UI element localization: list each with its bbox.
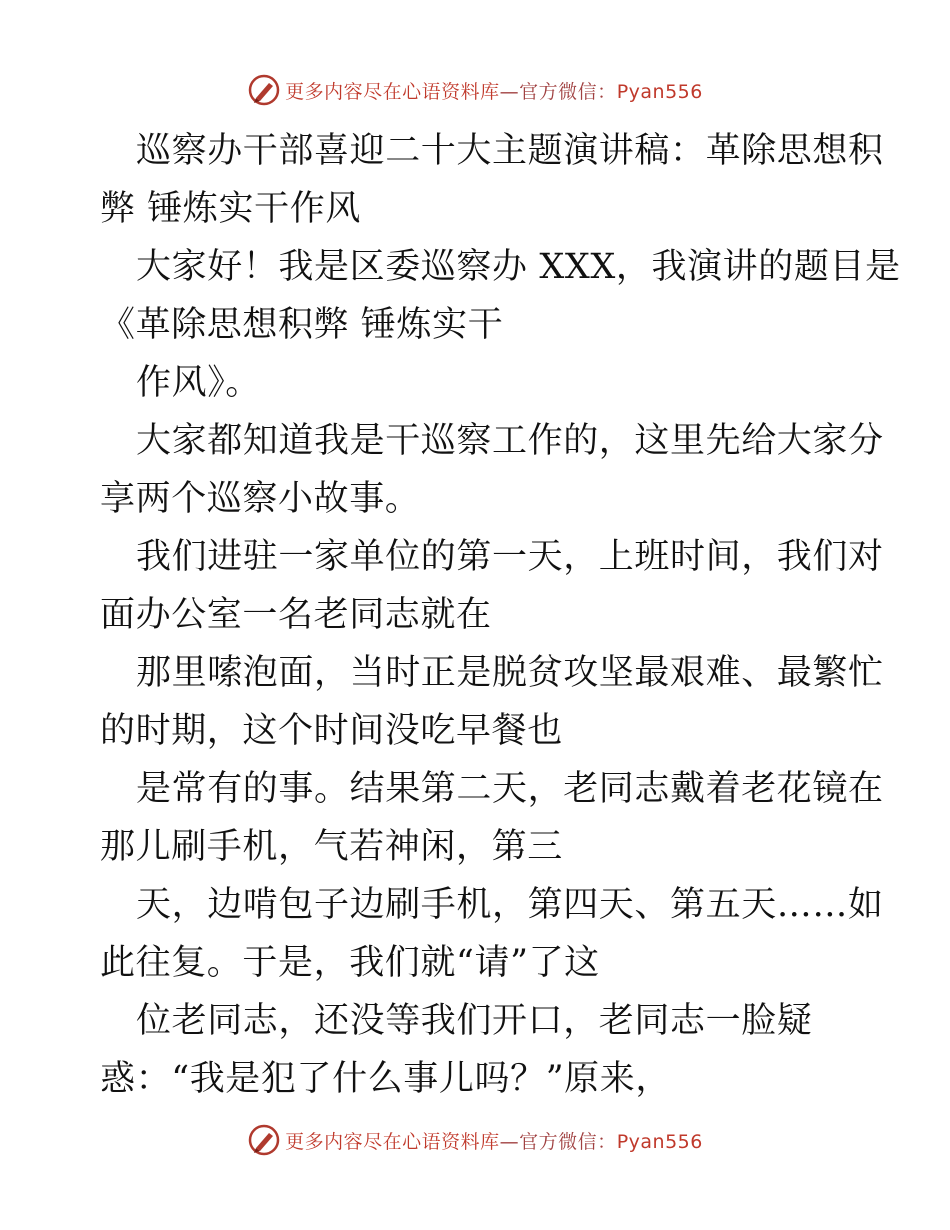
text-line: 大家都知道我是干巡察工作的，这里先给大家分: [136, 421, 884, 461]
banner-text: [285, 77, 703, 104]
header-banner: [0, 70, 950, 110]
text-line: 此往复。于是，我们就“请”了这: [100, 943, 600, 983]
text-line: 是常有的事。结果第二天，老同志戴着老花镜在: [136, 769, 884, 809]
text-line: 面办公室一名老同志就在: [100, 595, 492, 635]
banner-dash: —: [499, 1130, 520, 1153]
banner-wechat-id: Pyan556: [616, 1130, 703, 1153]
text-line: 大家好！我是区委巡察办 XXX，我演讲的题目是: [136, 247, 901, 287]
document-body: [100, 122, 901, 1108]
pen-logo-icon: [247, 1123, 281, 1157]
text-line: 位老同志，还没等我们开口，老同志一脸疑: [136, 1001, 813, 1041]
text-line: 作风》。: [136, 363, 261, 403]
banner-site-text: 更多内容尽在心语资料库: [285, 80, 500, 103]
text-line: 巡察办干部喜迎二十大主题演讲稿：革除思想积: [136, 131, 884, 171]
text-line: 弊 锤炼实干作风: [100, 189, 361, 229]
banner-dash: —: [499, 80, 520, 103]
banner-text: [285, 1127, 703, 1154]
text-line: 我们进驻一家单位的第一天，上班时间，我们对: [136, 537, 884, 577]
pen-logo-icon: [247, 73, 281, 107]
banner-wechat-label: 官方微信：: [519, 1130, 617, 1153]
text-line: 《革除思想积弊 锤炼实干: [100, 305, 504, 345]
banner-wechat-id: Pyan556: [616, 80, 703, 103]
text-line: 天，边啃包子边刷手机，第四天、第五天……如: [136, 885, 884, 925]
text-line: 惑：“我是犯了什么事儿吗？”原来，: [100, 1059, 671, 1099]
text-line: 的时期，这个时间没吃早餐也: [100, 711, 563, 751]
text-line: 那儿刷手机，气若神闲，第三: [100, 827, 563, 867]
banner-wechat-label: 官方微信：: [519, 80, 617, 103]
footer-banner: [0, 1120, 950, 1160]
text-line: 享两个巡察小故事。: [100, 479, 421, 519]
text-line: 那里嗦泡面，当时正是脱贫攻坚最艰难、最繁忙: [136, 653, 884, 693]
banner-site-text: 更多内容尽在心语资料库: [285, 1130, 500, 1153]
